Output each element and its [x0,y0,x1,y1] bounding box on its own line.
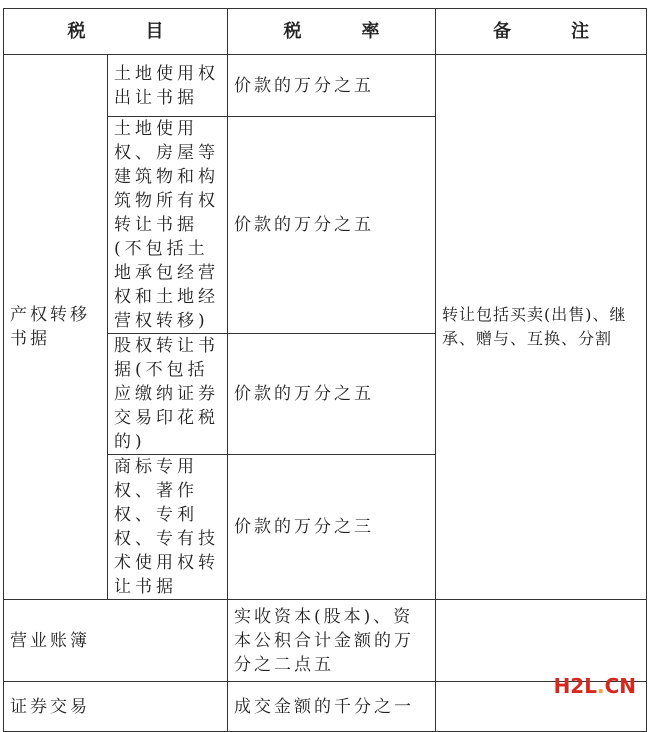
tax-rate-table [3,8,647,732]
header-row [4,9,647,55]
ledger-label: 营业账簿 [4,600,228,682]
ledger-rate: 实收资本(股本)、资本公积合计金额的万分之二点五 [228,600,436,682]
header-remark: 备 注 [436,9,647,55]
rate-land-grant: 价款的万分之五 [228,55,436,117]
header-tax-item: 税 目 [4,9,228,55]
rate-equity-transfer: 价款的万分之五 [228,334,436,455]
site-watermark: H2L.CN [553,674,636,698]
header-tax-rate: 税 率 [228,9,436,55]
securities-rate: 成交金额的千分之一 [228,682,436,732]
subitem-ip-transfer: 商标专用权、著作权、专利权、专有技术使用权转让书据 [108,455,228,600]
rate-ip-transfer: 价款的万分之三 [228,455,436,600]
subitem-land-building-transfer: 土地使用权、房屋等建筑物和构筑物所有权转让书据(不包括土地承包经营权和土地经营权转移) [108,117,228,334]
subitem-land-grant: 土地使用权出让书据 [108,55,228,117]
table-row [4,682,647,732]
table-row [4,55,647,117]
table-row [4,600,647,682]
property-transfer-label: 产权转移书据 [4,55,108,600]
ledger-note [436,600,647,682]
property-transfer-note: 转让包括买卖(出售)、继承、赠与、互换、分割 [436,55,647,600]
subitem-equity-transfer: 股权转让书据(不包括应缴纳证券交易印花税的) [108,334,228,455]
rate-land-building-transfer: 价款的万分之五 [228,117,436,334]
securities-label: 证券交易 [4,682,228,732]
